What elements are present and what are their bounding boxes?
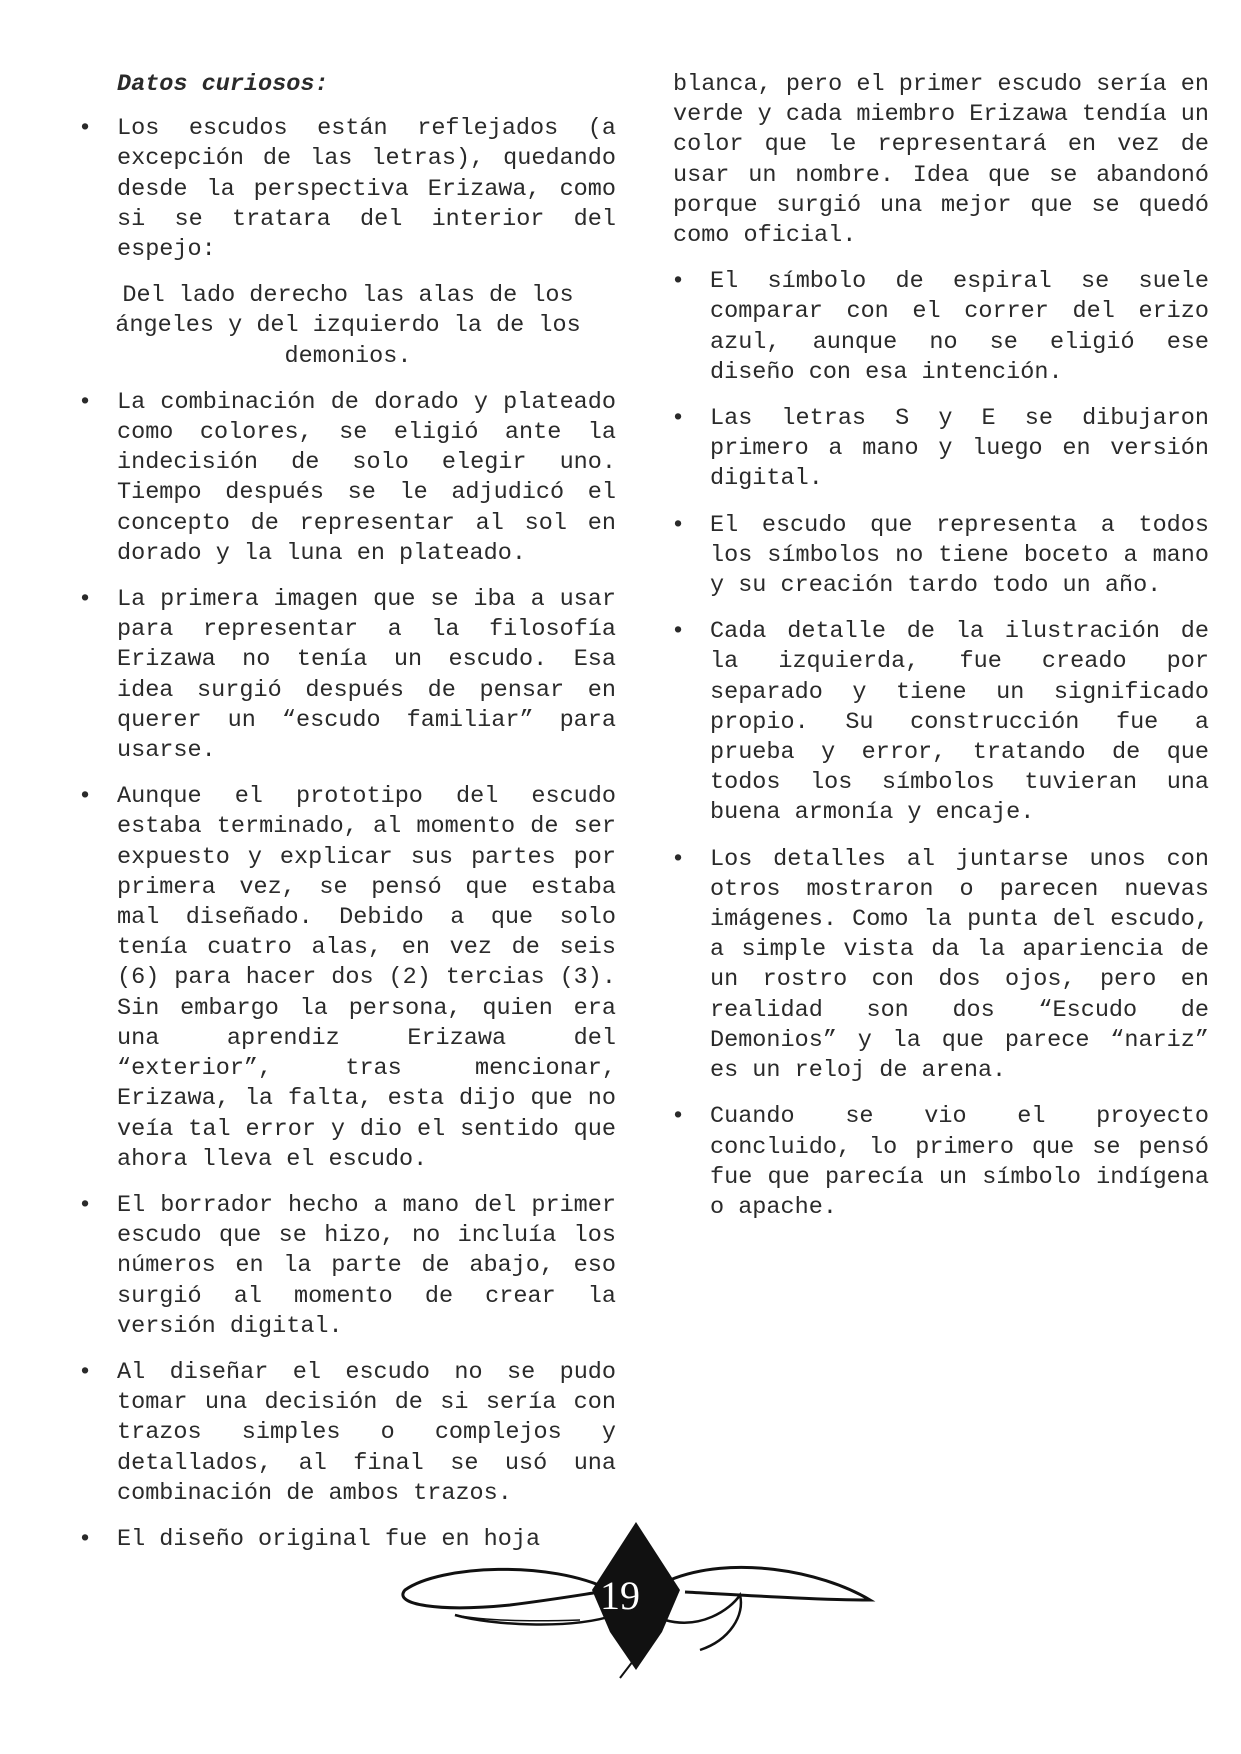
list-item	[673, 1102, 1209, 1223]
section-heading: Datos curiosos:	[117, 71, 329, 98]
list-item	[80, 1358, 616, 1509]
list-item-text: Los escudos están reflejados (a excepción de las letras), quedando desde la perspectiva Erizawa, como si se tratara del interior del espejo:	[117, 115, 616, 264]
list-item	[80, 1191, 616, 1342]
bullet: •	[78, 1191, 93, 1219]
right-lower-swirl-icon	[665, 1595, 741, 1650]
bullet: •	[671, 511, 686, 539]
list-item	[80, 782, 616, 1175]
centered-quote: Del lado derecho las alas de los ángeles y del izquierdo la de los demonios.	[115, 282, 581, 370]
bullet: •	[78, 115, 93, 143]
list-item-text: Cuando se vio el proyecto concluido, lo primero que se pensó fue que parecía un símbolo indígena o apache.	[710, 1103, 1209, 1221]
list-item-text: Cada detalle de la ilustración de la izquierda, fue creado por separado y tiene un significado propio. Su construcción fue a prueba y error, tratando de que todos los símbolos tuvieran una buena armonía y encaje.	[710, 618, 1209, 827]
list-item	[80, 585, 616, 766]
list-item-text: El escudo que representa a todos los símbolos no tiene boceto a mano y su creación tardo todo un año.	[710, 511, 1209, 600]
right-column	[673, 62, 1209, 1239]
bullet: •	[671, 845, 686, 873]
list-item-text: Los detalles al juntarse unos con otros mostraron o parecen nuevas imágenes. Como la punta del escudo, a simple vista da la apariencia de un rostro con dos ojos, pero en realidad son dos “Escudo de Demonios” y la que parece “nariz” es un reloj de arena.	[710, 845, 1209, 1085]
bullet: •	[671, 268, 686, 296]
left-swirl-icon	[403, 1569, 610, 1607]
list-item	[673, 404, 1209, 495]
list-item-text: Aunque el prototipo del escudo estaba terminado, al momento de ser expuesto y explicar sus partes por primera vez, se pensó que estaba mal diseñado. Debido a que solo tenía cuatro alas, en vez de seis (6) para hacer dos (2) tercias (3). Sin embargo la persona, quien era una aprendiz Erizawa del “exterior”, tras mencionar, Erizawa, la falta, esta dijo que no veía tal error y dio el sentido que ahora lleva el escudo.	[117, 783, 616, 1173]
list-item-text: Las letras S y E se dibujaron primero a mano y luego en versión digital.	[710, 405, 1209, 493]
bullet: •	[78, 1525, 93, 1553]
list-item	[80, 388, 616, 569]
list-item-text: El borrador hecho a mano del primer escudo que se hizo, no incluía los números en la parte de abajo, eso surgió al momento de crear la versión digital.	[117, 1191, 616, 1340]
page-number: 19	[600, 1573, 640, 1618]
bullet: •	[671, 405, 686, 433]
left-column	[80, 62, 616, 1571]
list-item	[673, 617, 1209, 828]
continued-text: blanca, pero el primer escudo sería en verde y cada miembro Erizawa tendía un color que le representará en vez de usar un nombre. Idea que se abandonó porque surgió una mejor que se quedó como oficial.	[673, 71, 1209, 250]
bullet: •	[671, 1103, 686, 1131]
bullet: •	[671, 618, 686, 646]
list-item	[673, 267, 1209, 388]
list-item-text: El símbolo de espiral se suele comparar con el correr del erizo azul, aunque no se eligió ese diseño con esa intención.	[710, 268, 1209, 386]
right-swirl-icon	[670, 1567, 870, 1600]
list-item	[673, 511, 1209, 602]
bullet: •	[78, 586, 93, 614]
bullet: •	[78, 1358, 93, 1386]
list-item-text: La primera imagen que se iba a usar para representar a la filosofía Erizawa no tenía un escudo. Esa idea surgió después de pensar en querer un “escudo familiar” para usarse.	[117, 586, 616, 765]
bullet: •	[78, 783, 93, 811]
list-item	[80, 114, 616, 265]
bullet: •	[78, 388, 93, 416]
list-item-text: La combinación de dorado y plateado como colores, se eligió ante la indecisión de solo elegir uno. Tiempo después se le adjudicó el concepto de representar al sol en dorado y la luna en plateado.	[117, 388, 616, 567]
list-item-text: El diseño original fue en hoja	[117, 1525, 541, 1553]
list-item-text: Al diseñar el escudo no se pudo tomar una decisión de si sería con trazos simples o complejos y detallados, al final se usó una combinación de ambos trazos.	[117, 1358, 616, 1507]
list-item	[673, 845, 1209, 1087]
